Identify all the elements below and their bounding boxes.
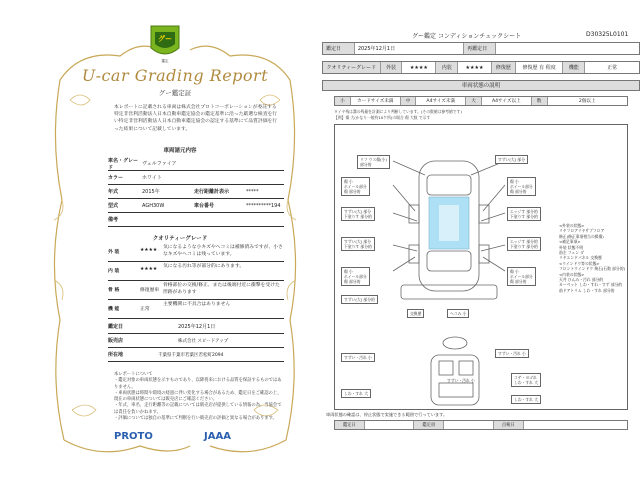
grade-text: 骨格部位の交換/修正、または後端付近に衝撃を受けた形跡があります [163,283,280,295]
row-value: ヴェルファイア [142,161,177,167]
damage-label-l2: 傷 小 ホイール部分 傷 部分的 [341,177,370,196]
size-label: 数 [532,97,548,105]
vehicle-section-title: 車両諸元内容 [163,148,197,154]
sheet-header-row [322,42,640,55]
footer-note: 車両状態の確認は、停止状態で実施できる範囲で行っています。 [326,412,448,417]
intro-text: 本レポートに記載される車両は株式会社プロトコーポレーションが委託する特定非営利活動法人日本自動車鑑定協会の鑑定基準に沿った厳選な検査を行い特定非営利活動法人日本自動車鑑定協会の認定する基準にて品質評価を行った結果について記載しています。 [114,105,278,132]
legend-note-2: 【例】傷 大(かなり一般約10ケ所)の場合 傷 大数 で示す [334,115,431,120]
redate-value [496,43,639,54]
footer-label: 鑑定日 [335,421,365,429]
interior-label-b6: しわ・すれ 大 [511,395,541,404]
date-label: 鑑定日 [323,43,355,54]
date-row [108,320,284,334]
seller-value: 株式会社 スピードアップ [178,338,229,344]
explain-title: 車両状態の説明 [322,80,640,91]
interior-label-b5: しわ・すれ 大 [341,389,371,398]
location-label: 所在地 [108,352,124,358]
redate-label: 再鑑定日 [464,43,496,54]
grade-text: 気になるような小キズやヘコミは補修済みですが、小さなキズやヘコミは残っています。 [163,245,283,257]
footer-value [365,421,415,429]
location-row [108,348,284,362]
grade-text: 気になる汚れ等が部分的にあります。 [163,264,245,269]
jaaa-logo: JAAA [204,431,231,442]
condition-check-sheet [322,28,640,468]
vehicle-row-color [108,171,284,185]
grade-stars: 修復歴車 [140,288,160,293]
damage-label-r4: エッジす 部分的 下塗りす 部分的 [507,237,541,251]
notes-block [114,372,284,422]
row-value: ホワイト [142,175,162,181]
quality-cell-value: 修復歴 有 程度 [516,62,564,73]
interior-label-b2: すずい・汚れ 小 [495,349,529,358]
note-line: ・鑑定対象の車両状態を示すものであり、以降将来における品質を保証するものではありません。 [114,378,282,390]
note-line: ・年式、車名、走行距離等の記載については販売店が提供している情報の為、当協会では責任を負いかねます。 [114,403,282,415]
badge-logo-text: グー [158,35,172,43]
grading-certificate [40,20,310,460]
grade-label: 外 装 [108,250,120,255]
row-label-2: 車台番号 [194,203,215,209]
row-value-2: ***** [246,188,259,195]
size-label: 大 [466,97,482,105]
quality-cell-value: ★★★★ [402,62,436,73]
damage-label-r2: 傷 小 ホイール部分 傷 部分的 [507,177,536,196]
footer-value [524,421,627,429]
grade-row-function [108,301,284,319]
grade-row-interior [108,263,284,281]
sheet-code: D30325L0101 [586,31,629,38]
date-value: 2025年12月1日 [178,324,216,330]
quality-cell-value: 正常 [607,65,618,71]
footer-label: 鑑定員 [414,421,444,429]
row-label: 車名・グレード [108,157,139,171]
quality-cell-label: 外装 [381,62,403,73]
grade-label: 機 能 [108,307,120,312]
note-line: ・評価については独自の基準にて判断を行い販売店の評価と異なる場合があります。 [114,416,277,422]
note-line: ・車両状態は時間や環境の経過に伴い変化する場合があるため、鑑定日をご確認の上、現在の車両状態については販売店にご確認ください。 [114,390,282,403]
grade-stars: 正常 [140,307,150,312]
quality-label: クオリティーグレード [323,62,381,73]
damage-label-l4: すずい(大) 部分 下塗りす 部分的 [341,237,375,251]
report-title: U-car Grading Report [81,66,269,85]
size-label: 小 [335,97,351,105]
size-value: A4サイズ未満 [416,97,466,105]
interior-label-b1: すずい・汚れ 小 [341,353,375,362]
row-label: カラー [108,175,124,181]
quality-section-title: クオリティーグレード [152,236,208,242]
row-label-2: 走行距離計表示 [194,189,230,195]
interior-label-b4: コゲ・ヨゴれ しわ・すれ 大 [511,373,541,387]
grade-row-frame [108,282,284,300]
vehicle-diagram [334,124,628,410]
damage-label-mid2: ヘコみ 小 [447,309,469,318]
row-label: 年式 [108,189,119,195]
quality-row [322,61,640,74]
damage-label-l5: 傷 小 ホイール部分 傷 部分的 [341,267,370,286]
seller-label: 販売店 [108,338,124,344]
quality-cell-value: ★★★★ [458,62,492,73]
proto-logo: PROTO [114,431,153,442]
badge-logo-subtext: 鑑定 [161,59,169,63]
damage-label-r3: エッジす 部分的 下塗りす 部分的 [507,207,541,221]
legend-note-1: タイヤ残は溝の残量を計測により判断しています。(その数値は参考値です) [334,109,462,114]
seller-row [108,334,284,348]
vehicle-row-notes [108,213,284,227]
damage-label-r5: 傷 小 ホイール部分 傷 部分的 [507,267,536,286]
damage-label-mid1: 交換歴 [407,309,424,318]
quality-cell-label: 内装 [436,62,458,73]
quality-cell-label: 修復歴 [492,62,516,73]
size-value: 2個以上 [578,99,596,104]
date-label: 鑑定日 [108,324,124,330]
location-value: 千葉県千葉市若葉区若松町2094 [158,352,224,358]
damage-label-l1: リフ ウス傷(小) 部分的 [357,155,390,169]
damage-label-l3: すずい(大) 部分 下塗りす 部分的 [341,207,375,221]
footer-label: 点検日 [494,421,524,429]
row-value: AGH30W [142,202,165,209]
footer-row [334,420,628,430]
damage-label-l6: すずい(大) 部分的 [341,295,378,304]
vehicle-row-model [108,199,284,213]
grade-label: 内 装 [108,269,120,274]
spec-notes: <外装の状態> リヤフロアリヤサブフロア 修正(修正事項相当の損傷) <補足事項> 外装 状態不明 前左 フェン ダ リヤエンドパネル 交換歴 <ウインドウ等の状態> フロントウインドウ 飛石(石数 部分的) <内装の状態> 天井 ひんみ・汚れ 部分的 カーペット しわ・すれ・すず 部分的 前ドアトリム しわ・すれ 部分的 [559,223,626,293]
row-label: 備考 [108,217,119,223]
damage-label-r1: すずい(大) 部分 [495,155,528,164]
vehicle-row-name [108,157,284,171]
grade-stars: ★★★★ [140,248,158,253]
grade-label: 骨 格 [108,288,120,293]
grade-stars: ★★★★ [140,267,158,272]
grade-text: 主要機関に不具合はありません [163,302,231,307]
date-value: 2025年12月1日 [355,43,464,54]
size-label: 中 [401,97,417,105]
size-value: カードサイズ未満 [351,97,401,105]
vehicle-row-year [108,185,284,199]
report-subtitle: グー鑑定証 [158,89,192,97]
size-legend-row [334,96,628,106]
note-line: 本レポートについて [114,372,153,377]
size-value: A4サイズ以上 [482,97,532,105]
sheet-title: グー鑑定 コンディションチェックシート [412,33,522,40]
row-value: 2015年 [142,189,160,195]
quality-cell-label: 機能 [563,62,585,73]
footer-value [444,421,494,429]
row-value-2: **********194 [246,202,281,209]
interior-label-b3: すずい・汚れ 小 [447,378,475,383]
row-label: 型式 [108,203,119,209]
grade-row-exterior [108,244,284,262]
